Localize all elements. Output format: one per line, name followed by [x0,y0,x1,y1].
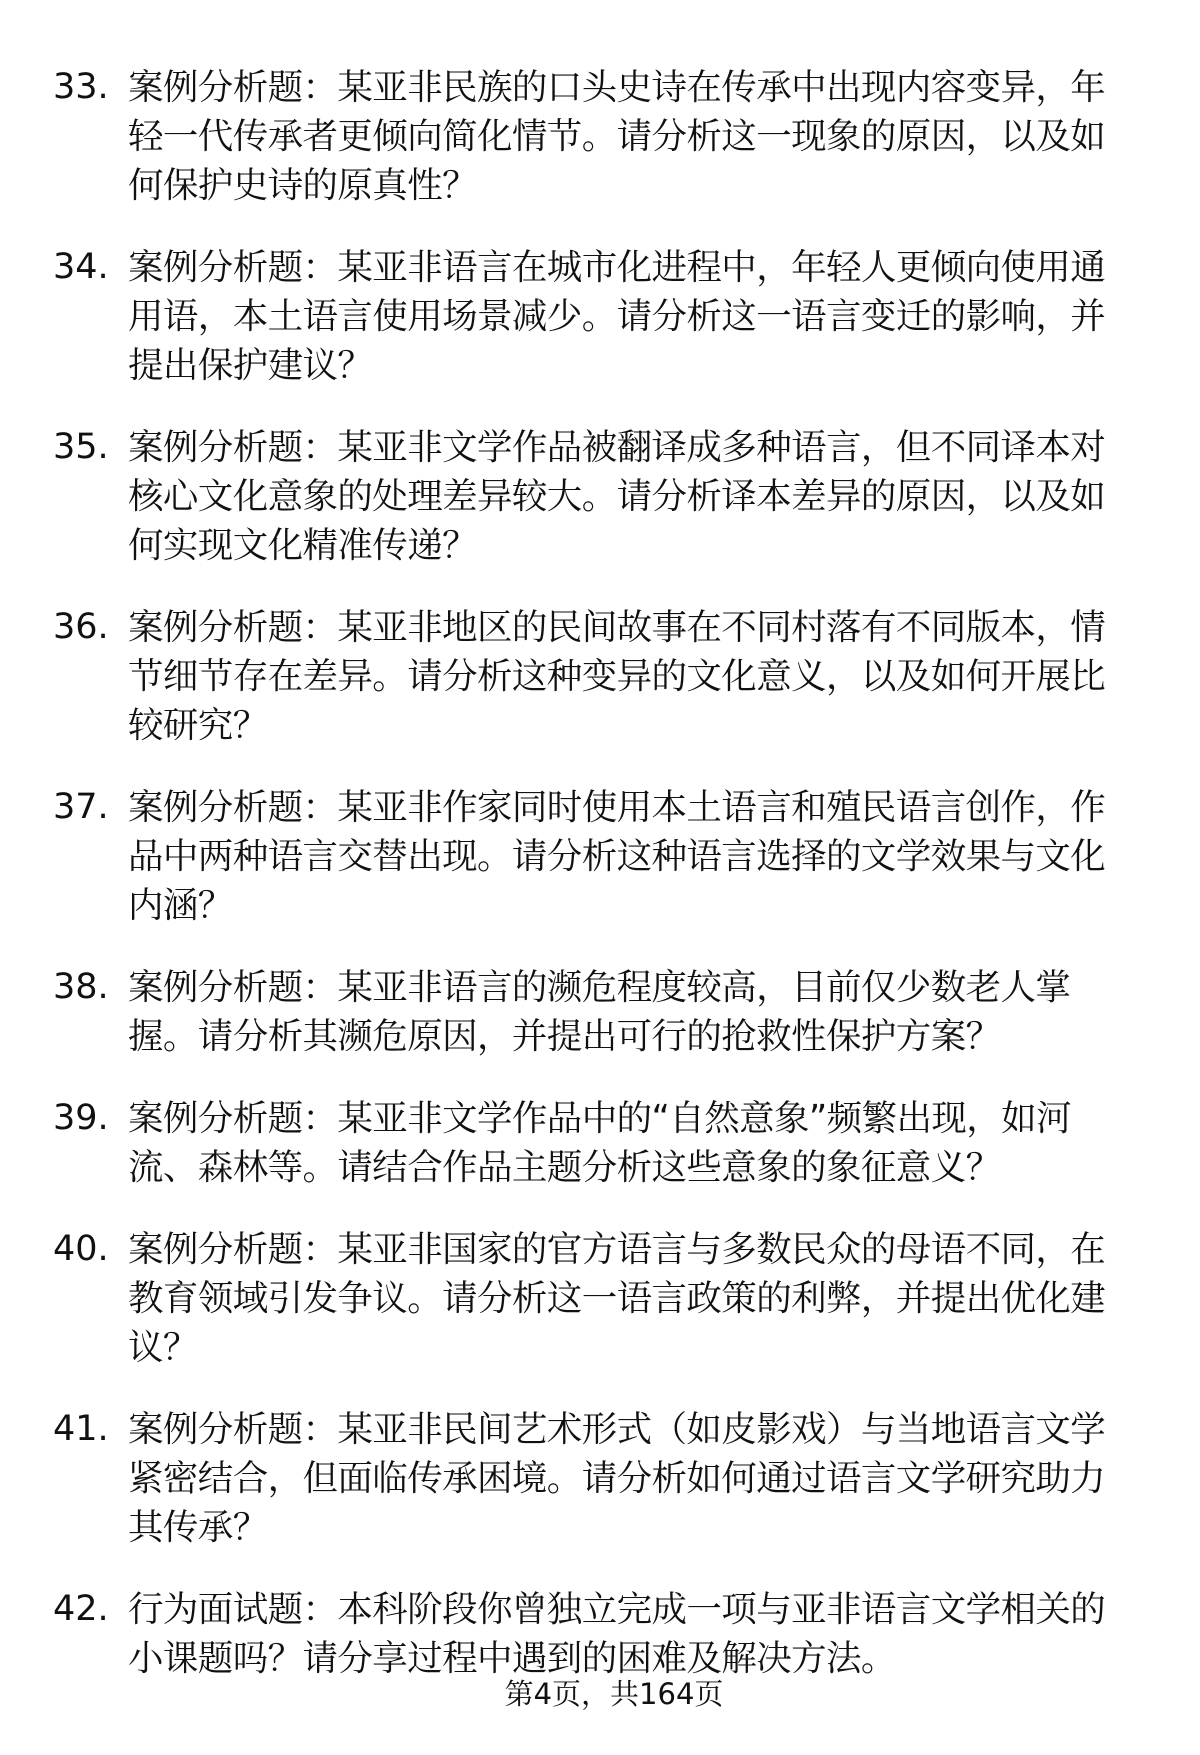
question-item [0,1225,1200,1372]
question-text [128,1225,1200,1372]
question-text-line: 紧密结合，但面临传承困境。请分析如何通过语言文学研究助力 [128,1458,1106,1499]
question-text-line: 内涵？ [128,885,233,926]
question-text [128,1405,1200,1552]
question-item [0,1405,1200,1552]
question-number: 37. [53,787,109,827]
question-text-line: 案例分析题：某亚非国家的官方语言与多数民众的母语不同，在 [128,1229,1106,1270]
question-text-line: 用语，本土语言使用场景减少。请分析这一语言变迁的影响，并 [128,296,1106,337]
question-text-line: 轻一代传承者更倾向简化情节。请分析这一现象的原因，以及如 [128,116,1106,157]
question-text-line: 行为面试题：本科阶段你曾独立完成一项与亚非语言文学相关的 [128,1589,1106,1630]
question-number: 36. [53,607,109,647]
question-text [128,603,1200,750]
question-item [0,1094,1200,1192]
question-number: 33. [53,67,109,107]
question-text-line: 案例分析题：某亚非文学作品被翻译成多种语言，但不同译本对 [128,427,1106,468]
question-text-line: 何保护史诗的原真性？ [128,165,478,206]
question-item [0,1585,1200,1683]
question-number: 35. [53,427,109,467]
page-footer: 第4页，共164页 [504,1677,724,1711]
question-text-line: 其传承？ [128,1507,268,1548]
question-text-line: 握。请分析其濒危原因，并提出可行的抢救性保护方案？ [128,1016,1001,1057]
question-text [128,783,1200,930]
question-text-line: 案例分析题：某亚非语言的濒危程度较高，目前仅少数老人掌 [128,967,1071,1008]
question-text-line: 较研究？ [128,705,268,746]
question-item [0,963,1200,1061]
question-text [128,1094,1200,1192]
question-number: 38. [53,967,109,1007]
question-list [0,63,1200,1716]
question-number: 42. [53,1589,109,1629]
question-text-line: 核心文化意象的处理差异较大。请分析译本差异的原因，以及如 [128,476,1106,517]
question-text-line: 提出保护建议？ [128,345,373,386]
question-text-line: 案例分析题：某亚非民族的口头史诗在传承中出现内容变异，年 [128,67,1106,108]
question-text [128,243,1200,390]
question-item [0,423,1200,570]
question-text-line: 案例分析题：某亚非民间艺术形式（如皮影戏）与当地语言文学 [128,1409,1106,1450]
question-number: 41. [53,1409,109,1449]
question-text [128,63,1200,210]
question-number: 34. [53,247,109,287]
question-text [128,1585,1200,1683]
question-text-line: 节细节存在差异。请分析这种变异的文化意义，以及如何开展比 [128,656,1106,697]
question-text-line: 案例分析题：某亚非语言在城市化进程中，年轻人更倾向使用通 [128,247,1106,288]
question-text-line: 小课题吗？请分享过程中遇到的困难及解决方法。 [128,1638,896,1679]
question-text-line: 品中两种语言交替出现。请分析这种语言选择的文学效果与文化 [128,836,1106,877]
question-number: 39. [53,1098,109,1138]
question-item [0,603,1200,750]
question-item [0,783,1200,930]
question-text-line: 何实现文化精准传递？ [128,525,478,566]
question-number: 40. [53,1229,109,1269]
question-text-line: 教育领域引发争议。请分析这一语言政策的利弊，并提出优化建 [128,1278,1106,1319]
question-text-line: 案例分析题：某亚非作家同时使用本土语言和殖民语言创作，作 [128,787,1106,828]
question-text-line: 议？ [128,1327,198,1368]
question-text [128,963,1200,1061]
question-text-line: 案例分析题：某亚非地区的民间故事在不同村落有不同版本，情 [128,607,1106,648]
question-text [128,423,1200,570]
question-item [0,63,1200,210]
question-text-line: 流、森林等。请结合作品主题分析这些意象的象征意义？ [128,1147,1001,1188]
question-text-line: 案例分析题：某亚非文学作品中的“自然意象”频繁出现，如河 [128,1098,1071,1139]
question-item [0,243,1200,390]
